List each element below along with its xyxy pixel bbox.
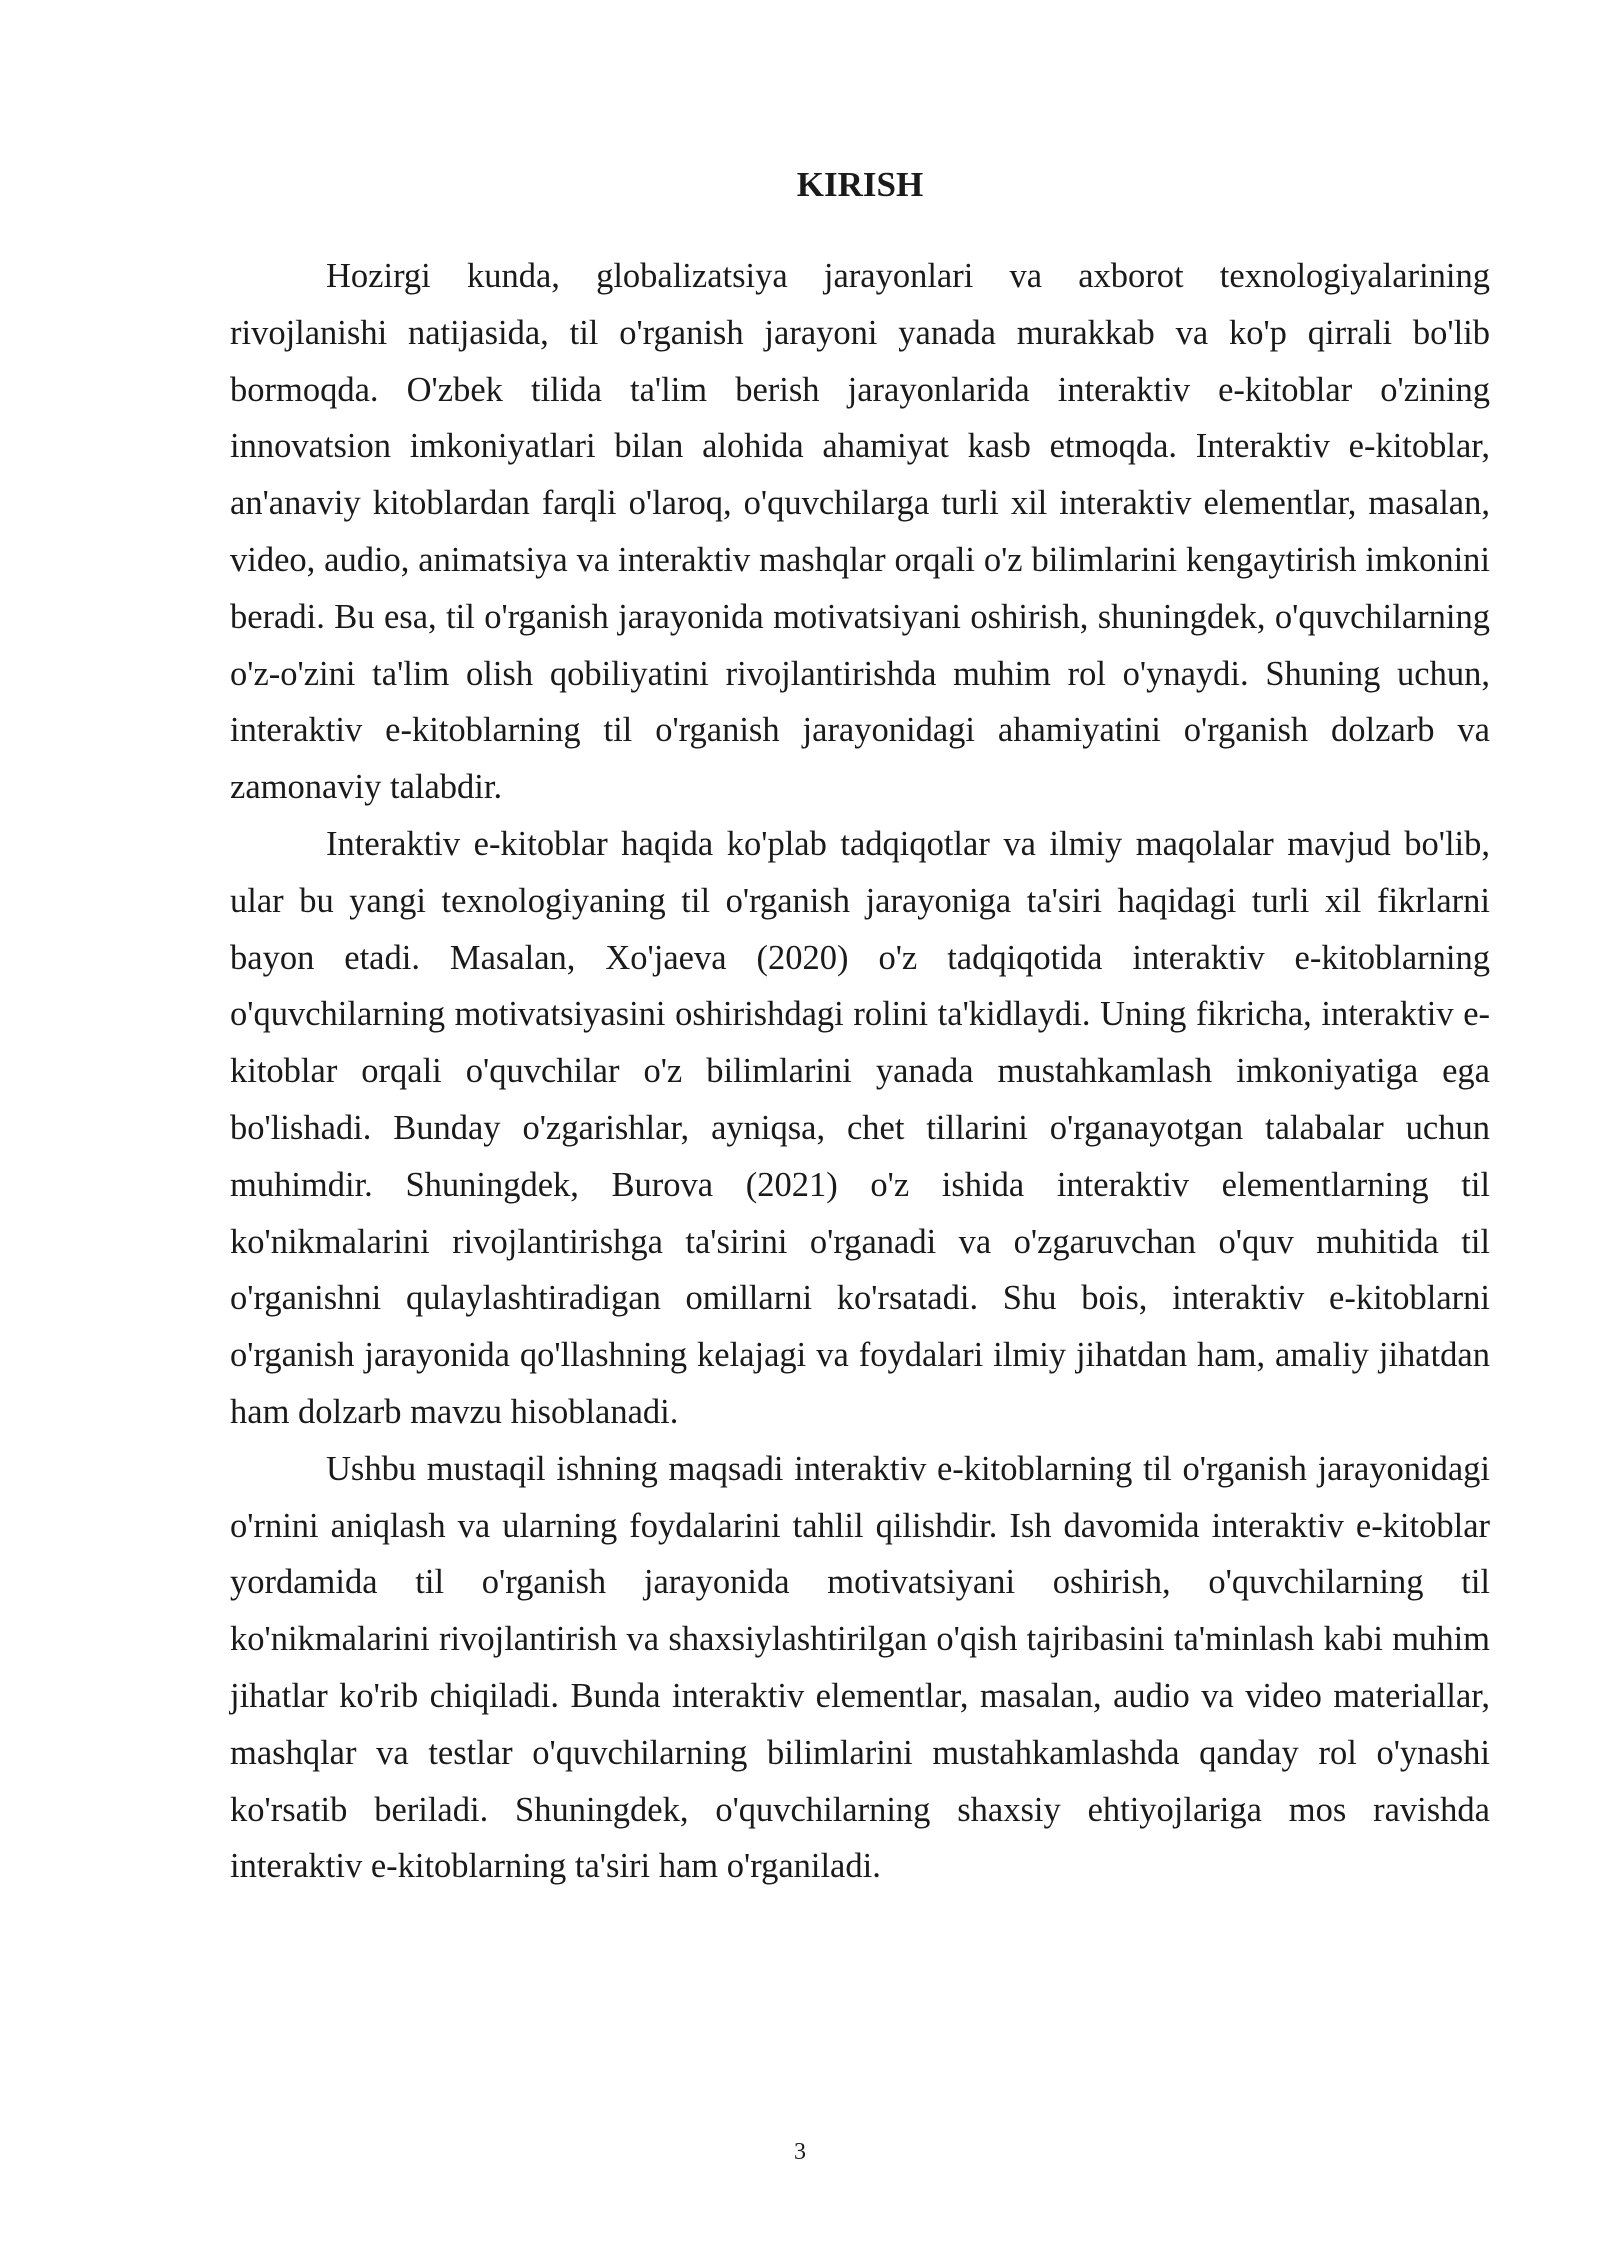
- paragraph-1: Hozirgi kunda, globalizatsiya jarayonlari va axborot texnologiyalarining rivojlanishi natijasida, til o'rganish jarayoni yanada murakkab va ko'p qirrali bo'lib bormoqda. O'zbek tilida ta'lim berish jarayonlarida interaktiv e-kitoblar o'zining innovatsion imkoniyatlari bilan alohida ahamiyat kasb etmoqda. Interaktiv e-kitoblar, an'anaviy kitoblardan farqli o'laroq, o'quvchilarga turli xil interaktiv elementlar, masalan, video, audio, animatsiya va interaktiv mashqlar orqali o'z bilimlarini kengaytirish imkonini beradi. Bu esa, til o'rganish jarayonida motivatsiyani oshirish, shuningdek, o'quvchilarning o'z-o'zini ta'lim olish qobiliyatini rivojlantirishda muhim rol o'ynaydi. Shuning uchun, interaktiv e-kitoblarning til o'rganish jarayonidagi ahamiyatini o'rganish dolzarb va zamonaviy talabdir.: [230, 257, 1490, 807]
- paragraph-2: Interaktiv e-kitoblar haqida ko'plab tadqiqotlar va ilmiy maqolalar mavjud bo'lib, ular bu yangi texnologiyaning til o'rganish jarayoniga ta'siri haqidagi turli xil fikrlarni bayon etadi. Masalan, Xo'jaeva (2020) o'z tadqiqotida interaktiv e-kitoblarning o'quvchilarning motivatsiyasini oshirishdagi rolini ta'kidlaydi. Uning fikricha, interaktiv e-kitoblar orqali o'quvchilar o'z bilimlarini yanada mustahkamlash imkoniyatiga ega bo'lishadi. Bunday o'zgarishlar, ayniqsa, chet tillarini o'rganayotgan talabalar uchun muhimdir. Shuningdek, Burova (2021) o'z ishida interaktiv elementlarning til ko'nikmalarini rivojlantirishga ta'sirini o'rganadi va o'zgaruvchan o'quv muhitida til o'rganishni qulaylashtiradigan omillarni ko'rsatadi. Shu bois, interaktiv e-kitoblarni o'rganish jarayonida qo'llashning kelajagi va foydalari ilmiy jihatdan ham, amaliy jihatdan ham dolzarb mavzu hisoblanadi.: [230, 824, 1490, 1431]
- body-text: [230, 248, 1490, 1895]
- paragraph-3: Ushbu mustaqil ishning maqsadi interaktiv e-kitoblarning til o'rganish jarayonidagi o'rnini aniqlash va ularning foydalarini tahlil qilishdir. Ish davomida interaktiv e-kitoblar yordamida til o'rganish jarayonida motivatsiyani oshirish, o'quvchilarning til ko'nikmalarini rivojlantirish va shaxsiylashtirilgan o'qish tajribasini ta'minlash kabi muhim jihatlar ko'rib chiqiladi. Bunda interaktiv elementlar, masalan, audio va video materiallar, mashqlar va testlar o'quvchilarning bilimlarini mustahkamlashda qanday rol o'ynashi ko'rsatib beriladi. Shuningdek, o'quvchilarning shaxsiy ehtiyojlariga mos ravishda interaktiv e-kitoblarning ta'siri ham o'rganiladi.: [230, 1449, 1490, 1886]
- page-number: 3: [794, 2139, 806, 2165]
- section-title: KIRISH: [796, 165, 924, 204]
